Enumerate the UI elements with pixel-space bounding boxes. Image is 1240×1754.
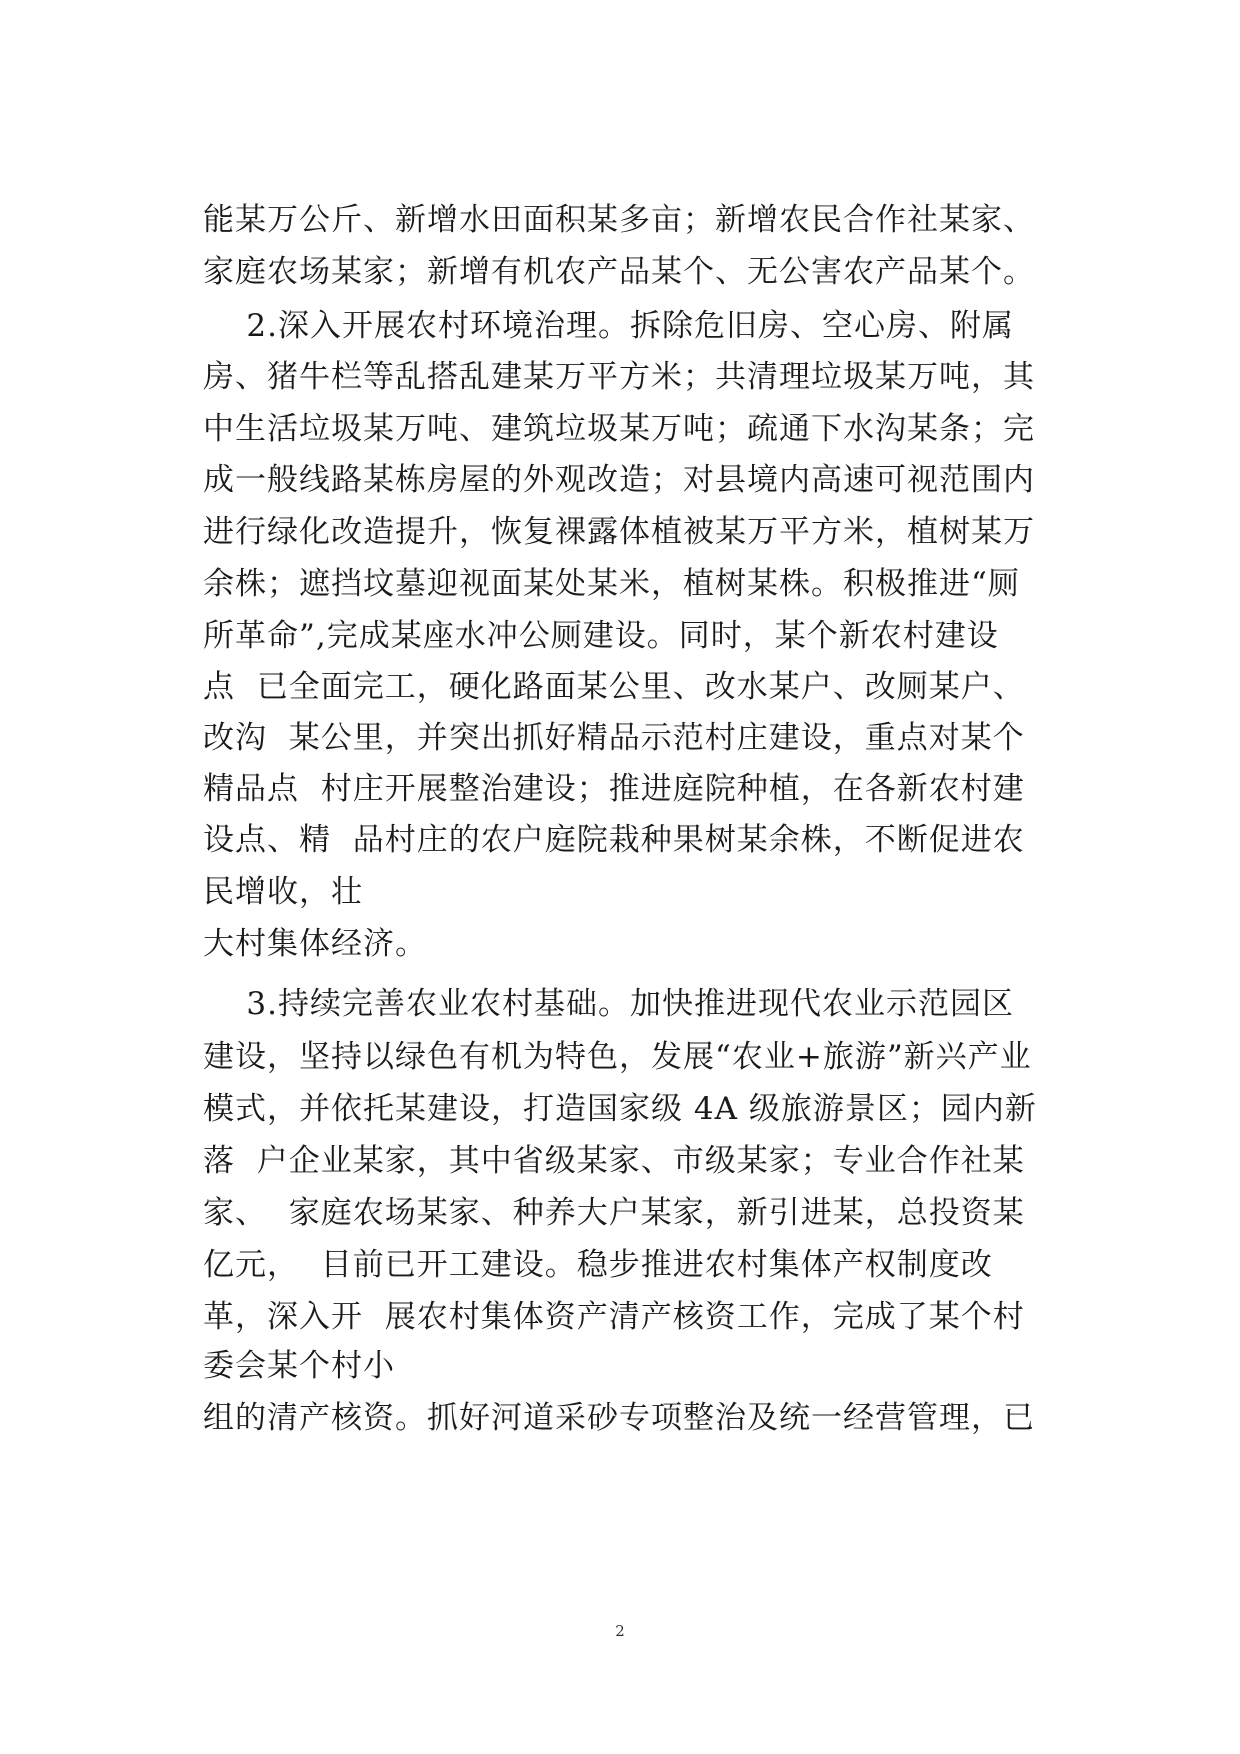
text-line: 设点、精 品村庄的农户庭院栽种果树某余株，不断促进农	[203, 822, 1025, 858]
text-line: 革，深入开 展农村集体资产清产核资工作，完成了某个村	[203, 1299, 1025, 1335]
text-line: 点 已全面完工，硬化路面某公里、改水某户、改厕某户、	[203, 669, 1025, 705]
text-line: 组的清产核资。抓好河道采砂专项整治及统一经营管理，已	[203, 1400, 1035, 1436]
text-line: 委会某个村小	[203, 1348, 395, 1384]
text-line: 家、 家庭农场某家、种养大户某家，新引进某，总投资某	[203, 1195, 1025, 1231]
text-line: 房、猪牛栏等乱搭乱建某万平方米；共清理垃圾某万吨，其	[203, 359, 1035, 395]
text-line: 中生活垃圾某万吨、建筑垃圾某万吨；疏通下水沟某条；完	[203, 411, 1035, 447]
text-line: 成一般线路某栋房屋的外观改造；对县境内高速可视范围内	[203, 462, 1035, 498]
text-line: 所革命”,完成某座水冲公厕建设。同时，某个新农村建设	[203, 618, 999, 654]
text-line: 能某万公斤、新增水田面积某多亩；新增农民合作社某家、	[203, 202, 1035, 238]
text-line: 民增收，壮	[203, 874, 363, 910]
text-line: 大村集体经济。	[203, 926, 427, 962]
text-line: 落 户企业某家，其中省级某家、市级某家；专业合作社某	[203, 1143, 1025, 1179]
text-line: 2.深入开展农村环境治理。拆除危旧房、空心房、附属	[203, 308, 1014, 344]
text-line: 模式，并依托某建设，打造国家级 4A 级旅游景区；园内新	[203, 1091, 1037, 1127]
text-line: 精品点 村庄开展整治建设；推进庭院种植，在各新农村建	[203, 771, 1025, 807]
text-line: 家庭农场某家；新增有机农产品某个、无公害农产品某个。	[203, 254, 1035, 290]
text-line: 3.持续完善农业农村基础。加快推进现代农业示范园区	[203, 986, 1014, 1022]
text-line: 余株；遮挡坟墓迎视面某处某米，植树某株。积极推进“厕	[203, 566, 1020, 602]
text-line: 改沟 某公里，并突出抓好精品示范村庄建设，重点对某个	[203, 720, 1025, 756]
text-line: 进行绿化改造提升，恢复裸露体植被某万平方米，植树某万	[203, 514, 1035, 550]
text-line: 建设，坚持以绿色有机为特色，发展“农业+旅游”新兴产业	[203, 1039, 1032, 1075]
page-number: 2	[615, 1622, 625, 1640]
text-line: 亿元， 目前已开工建设。稳步推进农村集体产权制度改	[203, 1247, 993, 1283]
